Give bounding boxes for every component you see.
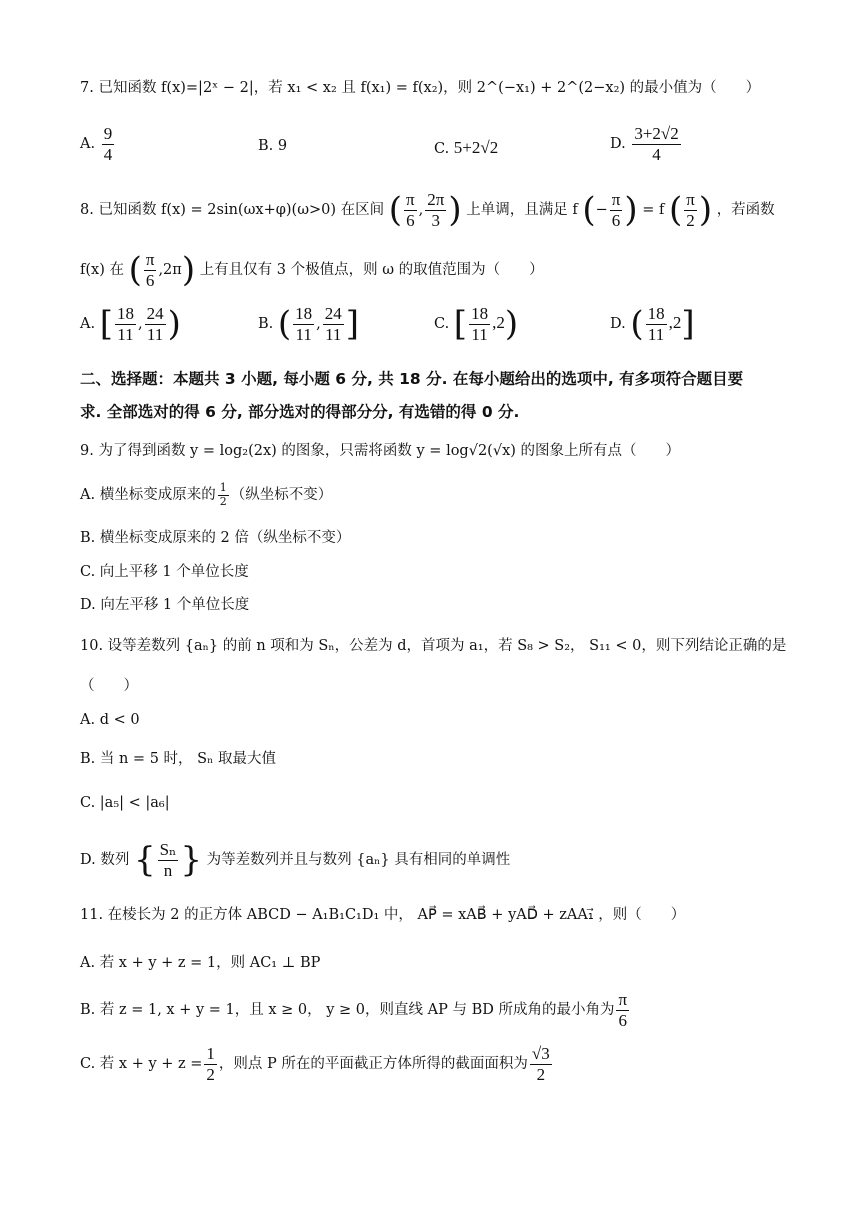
q8-option-b: B. ( $\frac{18}{11}$ , $\frac{24}{11}$ ] [258, 304, 360, 345]
q9-option-d: D. 向左平移 1 个单位长度 [80, 597, 250, 613]
section2-header-line1: 二、选择题：本题共 3 小题, 每小题 6 分, 共 18 分. 在每小题给出的选项中, 有多项符合题目要 [80, 370, 744, 388]
q7-option-d: D. $\frac{3+2√2}{4}$ [610, 124, 679, 164]
q10-answer-paren: （ ） [80, 678, 138, 694]
q8-option-a: A. [ $\frac{18}{11}$ , $\frac{24}{11}$ ) [80, 304, 181, 345]
q9-option-c: C. 向上平移 1 个单位长度 [80, 564, 249, 580]
q7-option-c: C. 5+2√2 [434, 138, 499, 157]
q9-option-b: B. 横坐标变成原来的 2 倍（纵坐标不变） [80, 530, 351, 546]
q8-option-c: C. [ $\frac{18}{11}$ ,2) [434, 304, 519, 345]
q7-option-a: A. $\frac{9}{4}$ [80, 124, 113, 164]
q7-a-fraction: $\frac{9}{4}$ [103, 124, 113, 164]
q7-stem: 7. 已知函数 f(x)=|2ˣ − 2|，若 x₁ < x₂ 且 f(x₁) = f(x₂)，则 2^(−x₁) + 2^(2−x₂) 的最小值为（ ） [80, 80, 761, 96]
q10-option-b: B. 当 n = 5 时， Sₙ 取最大值 [80, 751, 276, 767]
q10-option-a: A. d < 0 [80, 712, 140, 728]
q10-stem: 10. 设等差数列 {aₙ} 的前 n 项和为 Sₙ，公差为 d，首项为 a₁，若 S₈ > S₂， S₁₁ < 0，则下列结论正确的是 [80, 638, 787, 654]
q9-stem: 9. 为了得到函数 y = log₂(2x) 的图象，只需将函数 y = log√2(√x) 的图象上所有点（ ） [80, 443, 681, 459]
q9-option-a: A. 横坐标变成原来的 $\frac{1}{2}$ （纵坐标不变） [80, 481, 333, 508]
q7-option-b: B. 9 [258, 138, 288, 154]
q11-option-a: A. 若 x + y + z = 1，则 AC₁ ⊥ BP [80, 955, 321, 971]
q10-option-c: C. |a₅| < |a₆| [80, 795, 170, 811]
q8-stem-line2: f(x) 在 ( $\frac{\pi}{6}$ ,2π) 上有且仅有 3 个极值点，则 ω 的取值范围为（ ） [80, 250, 544, 291]
q11-stem: 11. 在棱长为 2 的正方体 ABCD − A₁B₁C₁D₁ 中， AP⃗ = xAB⃗ + yAD⃗ + zAA₁⃗ ，则（ ） [80, 907, 686, 923]
q8-option-d: D. ( $\frac{18}{11}$ ,2] [610, 304, 695, 345]
q8-stem-line1: 8. 已知函数 f(x) = 2sin(ωx+φ)(ω>0) 在区间 ( $\frac{\pi}{6}$ , $\frac{2\pi}{3}$ ) 上单调，且满足 f (− $\frac{\pi}{6}$ ) = f ( $\frac{\pi}{2}$ ) ，若函数 [80, 190, 775, 231]
section2-header-line2: 求. 全部选对的得 6 分, 部分选对的得部分分, 有选错的得 0 分. [80, 403, 520, 421]
q7-d-fraction: $\frac{3+2√2}{4}$ [634, 124, 679, 164]
q11-option-b: B. 若 z = 1, x + y = 1，且 x ≥ 0， y ≥ 0，则直线 AP 与 BD 所成角的最小角为 $\frac{\pi}{6}$ [80, 990, 628, 1030]
q10-option-d: D. 数列 { $\frac{\text{Sₙ}}{n}$ } 为等差数列并且与数列 {aₙ} 具有相同的单调性 [80, 840, 511, 881]
q11-option-c: C. 若 x + y + z = $\frac{1}{2}$ ，则点 P 所在的平面截正方体所得的截面面积为 $\frac{√3}{2}$ [80, 1044, 550, 1084]
